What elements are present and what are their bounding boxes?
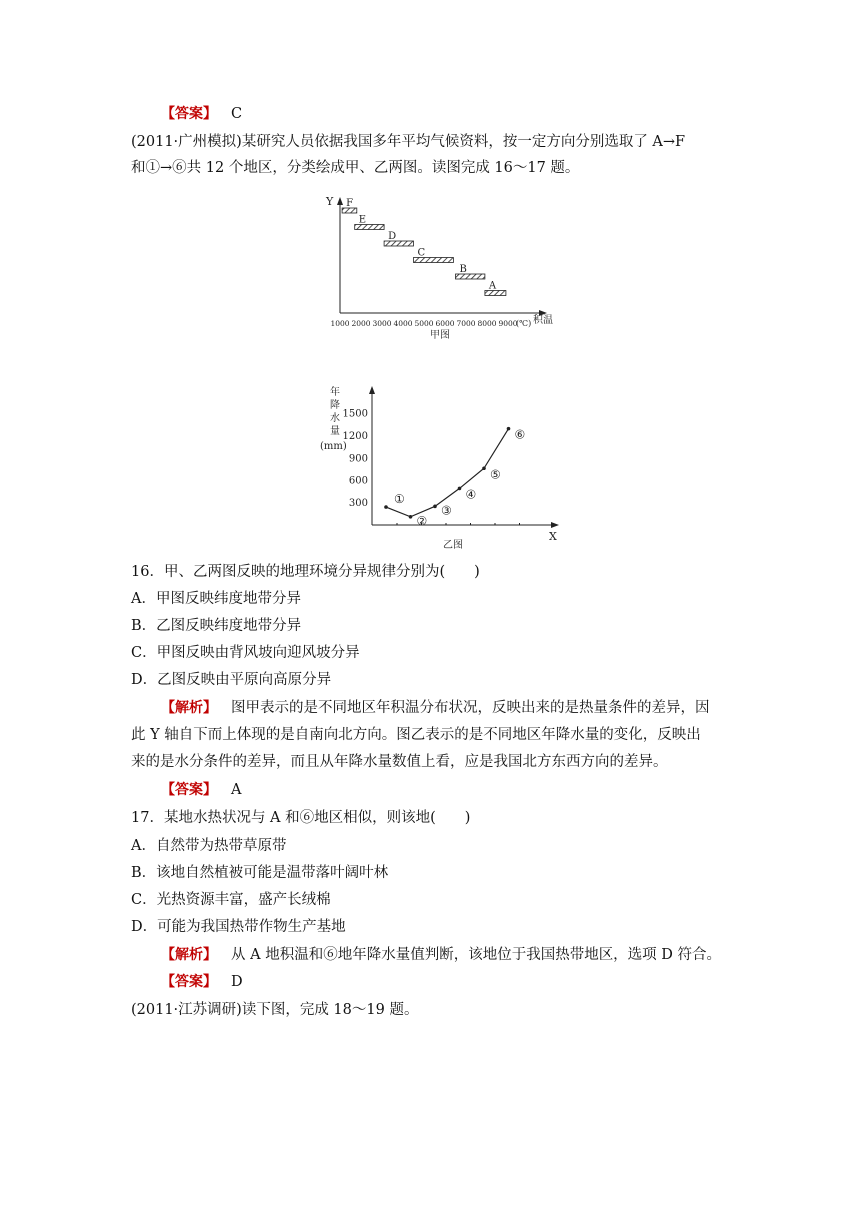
intro-line-2: 和①→⑥共 12 个地区，分类绘成甲、乙两图。读图完成 16～17 题。 (131, 160, 580, 176)
q17-stem: 17．某地水热状况与 A 和⑥地区相似，则该地( ) (131, 810, 471, 826)
yi-y-label-char: 水 (330, 413, 340, 424)
q16-stem: 16．甲、乙两图反映的地理环境分异规律分别为( ) (131, 564, 480, 580)
answer-label: 【答案】 (161, 782, 217, 798)
next-intro: (2011·江苏调研)读下图，完成 18～19 题。 (131, 1002, 419, 1018)
yi-point-label-1: ① (394, 492, 405, 507)
yi-x-arrow (551, 522, 559, 528)
yi-y-label-char: 量 (330, 426, 340, 437)
yi-x-label: X (549, 530, 557, 543)
jia-x-tick-label: 8000 (477, 319, 497, 328)
yi-point-label-6: ⑥ (514, 427, 526, 442)
yi-point-5 (482, 466, 486, 470)
jia-bar-label-D: D (388, 231, 397, 242)
yi-y-label (330, 385, 340, 437)
q16-answer-line (161, 780, 241, 800)
jia-bar-label-F: F (346, 198, 354, 209)
jia-x-tick-label: 4000 (393, 319, 413, 328)
q16-analysis-line-2: 此 Y 轴自下而上体现的是自南向北方向。图乙表示的是不同地区年降水量的变化，反映出 (131, 727, 701, 743)
q17-answer-line (161, 972, 243, 992)
jia-bar-label-A: A (488, 280, 497, 292)
yi-y-tick-label: 1200 (342, 430, 368, 442)
jia-x-tick-label: 9000 (498, 319, 518, 328)
jia-bar-label-C: C (417, 247, 426, 259)
answer-value: C (231, 106, 243, 122)
jia-y-label: Y (326, 195, 334, 208)
yi-y-arrow (369, 386, 375, 394)
jia-x-unit: (℃) (516, 319, 532, 328)
jia-bar-label-B: B (459, 264, 467, 275)
yi-y-tick-label: 1500 (342, 408, 368, 420)
jia-title: 甲图 (430, 330, 450, 341)
analysis-label: 【解析】 (161, 700, 217, 716)
jia-x-tick-label: 2000 (351, 319, 371, 328)
yi-point-label-5: ⑤ (490, 467, 501, 482)
q16-option-d: D．乙图反映由平原向高原分异 (131, 672, 332, 688)
yi-y-label-char: 年 (330, 387, 340, 398)
jia-x-tick-label: 5000 (414, 319, 434, 328)
jia-x-label: 积温 (533, 315, 553, 326)
yi-point-3 (433, 505, 437, 509)
jia-x-tick-label: 6000 (435, 319, 455, 328)
yi-y-label-char: 降 (330, 400, 340, 411)
q16-analysis-line-1: 【解析】 图甲表示的是不同地区年积温分布状况，反映出来的是热量条件的差异，因 (161, 700, 710, 716)
yi-point-label-2: ② (416, 513, 428, 528)
yi-y-tick-label: 900 (348, 453, 368, 465)
yi-title: 乙图 (443, 540, 463, 550)
yi-point-label-3: ③ (441, 503, 452, 518)
yi-point-2 (409, 515, 413, 519)
q16-option-b: B．乙图反映纬度地带分异 (131, 618, 302, 634)
q17-option-c: C．光热资源丰富，盛产长绒棉 (131, 892, 331, 908)
jia-bar-label-E: E (358, 214, 367, 226)
jia-x-tick-label: 7000 (456, 319, 476, 328)
yi-y-tick-label: 300 (348, 498, 368, 510)
q16-analysis-line-3: 来的是水分条件的差异，而且从年降水量数值上看，应是我国北方东西方向的差异。 (131, 754, 668, 770)
yi-y-unit: (mm) (320, 441, 347, 452)
answer-value: D (231, 974, 243, 990)
chart-yi (318, 380, 568, 550)
yi-y-tick-label: 600 (348, 475, 368, 487)
yi-point-4 (458, 487, 462, 491)
analysis-label: 【解析】 (161, 947, 217, 963)
chart-jia (320, 192, 560, 342)
jia-x-tick-label: 1000 (330, 319, 350, 328)
answer-value: A (231, 782, 242, 798)
jia-x-tick-label: 3000 (372, 319, 392, 328)
q17-option-d: D．可能为我国热带作物生产基地 (131, 919, 346, 935)
q17-option-a: A．自然带为热带草原带 (131, 838, 287, 854)
yi-point-label-4: ④ (465, 487, 477, 502)
jia-y-arrow (337, 197, 343, 205)
q16-option-c: C．甲图反映由背风坡向迎风坡分异 (131, 645, 360, 661)
answer-label: 【答案】 (161, 974, 217, 990)
yi-point-6 (507, 427, 511, 431)
q16-option-a: A．甲图反映纬度地带分异 (131, 591, 301, 607)
prev-answer-line (161, 104, 242, 124)
q17-option-b: B．该地自然植被可能是温带落叶阔叶林 (131, 865, 389, 881)
yi-point-1 (384, 505, 388, 509)
intro-line-1: (2011·广州模拟)某研究人员依据我国多年平均气候资料，按一定方向分别选取了 A→F (131, 134, 686, 150)
q17-analysis-line: 【解析】 从 A 地积温和⑥地年降水量值判断，该地位于我国热带地区，选项 D 符合。 (161, 947, 722, 963)
answer-label: 【答案】 (161, 106, 217, 122)
